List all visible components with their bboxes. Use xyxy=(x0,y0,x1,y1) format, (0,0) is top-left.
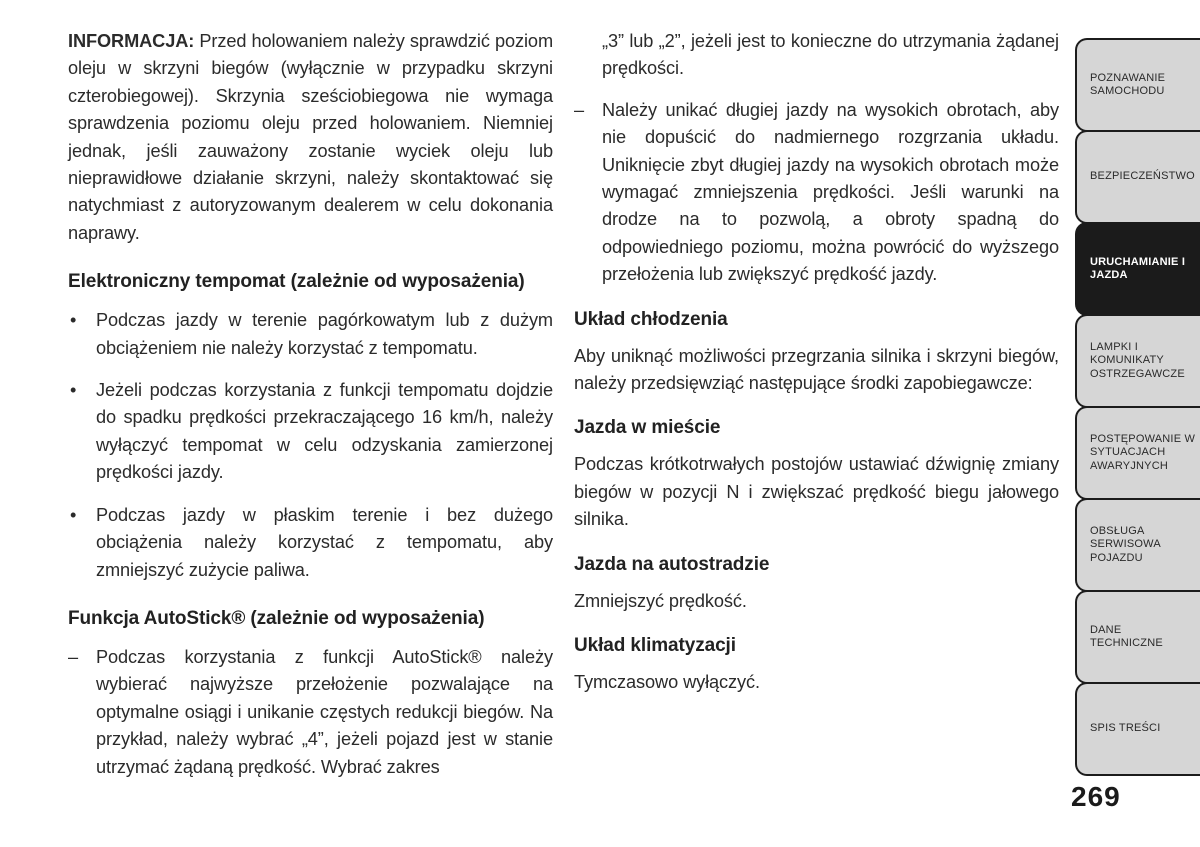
tab-label: URUCHAMIANIE I JAZDA xyxy=(1090,255,1186,281)
heading-autostick: Funkcja AutoStick® (zależnie od wyposażenia) xyxy=(68,607,485,629)
list-item-text: Podczas jazdy w terenie pagórkowatym lub z dużym obciążeniem nie należy korzystać z tempomatu. xyxy=(96,310,553,358)
tab-lampki-i-komunikaty xyxy=(1075,314,1200,408)
right-column xyxy=(574,28,1059,796)
text-columns xyxy=(68,28,1059,796)
chapter-tabs xyxy=(1075,38,1200,776)
bullet-icon: • xyxy=(70,380,77,401)
heading-electronic-cruise-control: Elektroniczny tempomat (zależnie od wyposażenia) xyxy=(68,271,525,293)
heading-highway-driving: Jazda na autostradzie xyxy=(574,553,770,575)
info-label: INFORMACJA: xyxy=(68,31,195,51)
cooling-system-text: Aby uniknąć możliwości przegrzania silnika i skrzyni biegów, należy przedsięwziąć następujące środki zapobiegawcze: xyxy=(574,345,1059,394)
dash-icon: – xyxy=(574,99,585,120)
tab-label: DANE TECHNICZNE xyxy=(1090,623,1163,649)
info-paragraph xyxy=(68,28,553,247)
tab-dane-techniczne xyxy=(1075,590,1200,684)
autostick-item-text: Podczas korzystania z funkcji AutoStick® należy wybierać najwyższe przełożenie pozwalające na optymalne osiągi i unikanie częstych redukcji biegów. Na przykład, należy wybrać „4”, jeżeli pojazd jest w stanie utrzymać żądaną prędkość. Wybrać zakres xyxy=(96,646,553,777)
bullet-icon: • xyxy=(70,504,77,525)
tab-uruchamianie-i-jazda xyxy=(1075,222,1200,316)
bullet-icon: • xyxy=(70,310,77,331)
list-item xyxy=(68,377,553,487)
info-text: Przed holowaniem należy sprawdzić poziom oleju w skrzyni biegów (wyłącznie w przypadku skrzyni czterobiegowej). Skrzynia sześciobiegowa nie wymaga sprawdzenia poziomu oleju przed holowaniem. Niemniej jednak, jeśli zauważony zostanie wyciek oleju lub nieprawidłowe działanie skrzyni, należy skontaktować się natychmiast z autoryzowanym dealerem w celu dokonania naprawy. xyxy=(68,31,553,243)
dash-icon: – xyxy=(68,646,79,667)
city-driving-text: Podczas krótkotrwałych postojów ustawiać dźwignię zmiany biegów w pozycji N i zwiększać prędkość biegu jałowego silnika. xyxy=(574,454,1059,530)
heading-cooling-system: Układ chłodzenia xyxy=(574,308,728,330)
air-conditioning-text: Tymczasowo wyłączyć. xyxy=(574,672,760,693)
tab-obsluga-serwisowa xyxy=(1075,498,1200,592)
tab-spis-tresci xyxy=(1075,682,1200,776)
tab-bezpieczenstwo xyxy=(1075,130,1200,224)
highway-driving-text: Zmniejszyć prędkość. xyxy=(574,590,747,611)
autostick-item xyxy=(68,644,553,781)
tab-label: SPIS TREŚCI xyxy=(1090,722,1161,735)
tab-label: LAMPKI I KOMUNIKATY OSTRZEGAWCZE xyxy=(1090,340,1185,380)
heading-city-driving: Jazda w mieście xyxy=(574,417,721,439)
tab-label: POZNAWANIE SAMOCHODU xyxy=(1090,71,1166,97)
tab-label: OBSŁUGA SERWISOWA POJAZDU xyxy=(1090,524,1161,564)
list-item-text: Podczas jazdy w płaskim terenie i bez dużego obciążenia należy korzystać z tempomatu, aby zmniejszyć zużycie paliwa. xyxy=(96,504,553,580)
high-rpm-item-text: Należy unikać długiej jazdy na wysokich obrotach, aby nie dopuścić do nadmiernego rozgrzania układu. Uniknięcie zbyt długiej jazdy na wysokich obrotach może wymagać zmniejszenia prędkości. Jeśli warunki na drodze na to pozwolą, a obroty spadną do odpowiedniego poziomu, można powrócić do wyższego przełożenia lub zwiększyć prędkość jazdy. xyxy=(602,99,1059,285)
left-column xyxy=(68,28,553,796)
tab-postepowanie-awaryjne xyxy=(1075,406,1200,500)
tab-label: BEZPIECZEŃSTWO xyxy=(1090,170,1195,183)
page-number: 269 xyxy=(1071,781,1121,812)
high-rpm-item xyxy=(574,97,1059,289)
tab-poznawanie-samochodu xyxy=(1075,38,1200,132)
list-item xyxy=(68,502,553,584)
cruise-control-list xyxy=(68,307,553,584)
list-item-text: Jeżeli podczas korzystania z funkcji tempomatu dojdzie do spadku prędkości przekraczającego 16 km/h, należy wyłączyć tempomat w celu odzyskania zamierzonej prędkości jazdy. xyxy=(96,380,553,483)
tab-label: POSTĘPOWANIE W SYTUACJACH AWARYJNYCH xyxy=(1090,432,1196,472)
autostick-continuation: „3” lub „2”, jeżeli jest to konieczne do utrzymania żądanej prędkości. xyxy=(602,31,1059,79)
list-item xyxy=(68,307,553,362)
heading-air-conditioning: Układ klimatyzacji xyxy=(574,635,736,657)
